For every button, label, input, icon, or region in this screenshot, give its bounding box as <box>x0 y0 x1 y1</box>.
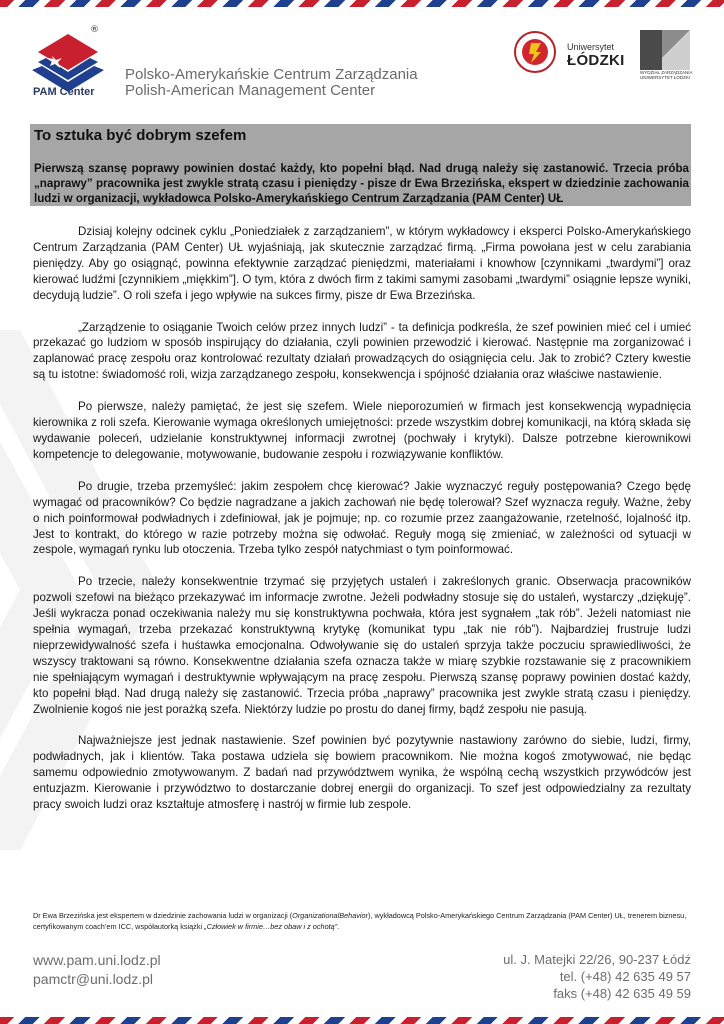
center-name-pl: Polsko-Amerykańskie Centrum Zarządzania <box>125 66 418 83</box>
faculty-caption: WYDZIAŁ ZARZĄDZANIA UNIWERSYTET ŁÓDZKI <box>640 70 693 80</box>
article-lead: Pierwszą szansę poprawy powinien dostać każdy, kto popełni błąd. Nad drugą należy się zastanowić. Trzecia próba „naprawy” pracownika jest zwykle stratą czasu i pieniędzy - pisze dr Ewa Brzezińska, ekspert w dziedzinie zachowania ludzi w organizacji, wykładowca Polsko-Amerykańskiego Centrum Zarządzania (PAM Center) UŁ <box>34 162 689 205</box>
airmail-stripe-top <box>0 0 724 7</box>
article-paragraph: Po drugie, trzeba przemyśleć: jakim zespołem chcę kierować? Jakie wyznaczyć reguły postępowania? Czego będę wymagać od pracowników? Co będzie nagradzane a jakich zachowań nie będę tolerował? Szef wyznacza reguły. Ważne, żeby o nich poinformował podwładnych i zdefiniował, jak je pojmuje; np. co rozumie przez zaangażowanie, rzetelność, lojalność itp. Jest to kontrakt, do którego w razie potrzeby można się odwołać. Reguły mogą się zmieniać, w zależności od sytuacji w zespole, wymagań rynku lub otoczenia. Trzeba tylko zespół natychmiast o tym poinformować. <box>33 479 691 557</box>
university-label-big: ŁÓDZKI <box>567 52 625 69</box>
phone-number: tel. (+48) 42 635 49 57 <box>559 969 691 984</box>
article-title-bar <box>30 124 691 206</box>
faculty-management-logo <box>640 30 690 70</box>
center-name-en: Polish-American Management Center <box>125 82 376 99</box>
postal-address: ul. J. Matejki 22/26, 90-237 Łódź <box>503 952 691 967</box>
pam-caption: PAM Center <box>33 86 95 98</box>
footnote-italic-term: OrganizationalBehavior <box>292 911 369 920</box>
website-link[interactable]: www.pam.uni.lodz.pl <box>33 952 161 968</box>
author-footnote <box>33 911 693 932</box>
footnote-book-title: „Człowiek w firmie…bez obaw i z ochotą” <box>204 921 338 931</box>
fax-number: faks (+48) 42 635 49 59 <box>553 986 691 1001</box>
airmail-stripe-bottom <box>0 1017 724 1024</box>
registered-mark: ® <box>90 25 99 35</box>
university-label-small: Uniwersytet <box>567 42 615 52</box>
footer-contact-right <box>503 951 691 1002</box>
article-paragraph: Dzisiaj kolejny odcinek cyklu „Poniedziałek z zarządzaniem”, w którym wykładowcy i eksperci Polsko-Amerykańskiego Centrum Zarządzania (PAM Center) UŁ wyjaśniają, jak skutecznie zarządzać firmą. „Firma powołana jest w celu zarabiania pieniędzy. Aby go osiągnąć, powinna efektywnie zarządzać pieniędzmi, materiałami i knowhow [czynnikami „twardymi”] oraz kierować ludźmi [czynnikiem „miękkim”]. O tym, która z dwóch firm z takimi samymi zasobami „twardymi” osiągnie lepsze wyniki, decydują ludzie”. O roli szefa i jego wpływie na sukces firmy, pisze dr Ewa Brzezińska. <box>33 225 691 302</box>
article-title: To sztuka być dobrym szefem <box>34 127 247 144</box>
article-paragraph: Po pierwsze, należy pamiętać, że jest się szefem. Wiele nieporozumień w firmach jest konsekwencją wypadnięcia kierownika z roli szefa. Kierowanie wymaga określonych umiejętności: przede wszystkim dobrej komunikacji, na którą składa się wydawanie poleceń, udzielanie konstruktywnej informacji zwrotnej (pochwały i krytyki). Dalsze potrzebne kierownikowi kompetencje to delegowanie, motywowanie, budowanie zespołu i rozwiązywanie konfliktów. <box>33 400 691 461</box>
center-name <box>125 67 418 99</box>
article-paragraph: Najważniejsze jest jednak nastawienie. Szef powinien być pozytywnie nastawiony zarówno do siebie, ludzi, firmy, podwładnych, jak i klientów. Taka postawa udziela się bowiem pracownikom. Nie można kogoś zmotywować, nie będąc samemu odpowiednio zmotywowanym. Z badań nad przywództwem wynika, że wspólną cechą wszystkich przywódców jest entuzjazm. Kierowanie i przywództwo to dostarczanie dobrej energii do organizacji. To szef jest odpowiedzialny za rezultaty pracy swoich ludzi oraz kształtuje atmosferę i nastrój w firmie lub zespole. <box>33 734 691 812</box>
article-paragraph: „Zarządzenie to osiąganie Twoich celów przez innych ludzi” - ta definicja podkreśla, że szef powinien mieć cel i umieć przekazać go ludziom w sposób inspirujący do działania, czyli powinien przewodzić i kierować. Następnie ma zorganizować i zaplanować pracę zespołu oraz kontrolować rezultaty działań prowadzących do osiągnięcia celu. Jak to zrobić? Cztery kwestie są tu istotne: świadomość roli, wizja zarządzanego zespołu, konsekwencja i spójność działania oraz właściwe nastawienie. <box>33 320 691 382</box>
email-link[interactable]: pamctr@uni.lodz.pl <box>33 971 154 987</box>
footnote-text: ), wykładowcą Polsko-Amerykańskiego Centrum Zarządzania (PAM Center) UŁ, trenerem biznesu, certyfikowanym coach’em ICC, współautorką książki <box>33 911 687 931</box>
footer-contact-left <box>33 951 161 989</box>
footnote-text: Dr Ewa Brzezińska jest ekspertem w dziedzinie zachowania ludzi w organizacji ( <box>33 911 293 920</box>
article-body <box>33 224 691 829</box>
article-paragraph: Po trzecie, należy konsekwentnie trzymać się przyjętych ustaleń i zakreślonych granic. Obserwacja pracowników pozwoli szefowi na bieżąco przekazywać im informacje zwrotne. Jeżeli podwładny stosuje się do ustaleń, wystarczy „dziękuję”. Jeśli wykracza ponad oczekiwania należy mu się konstruktywna pochwała, która jest sygnałem „tak rób”. Jeżeli natomiast nie spełnia wymagań, trzeba przekazać konstruktywną krytykę (komunikat typu „tak nie rób”). Najbardziej frustruje ludzi nieprzewidywalność szefa i huśtawka emocjonalna. Odwoływanie się do ustaleń sprzyja także poczuciu sprawiedliwości, że wszyscy traktowani są równo. Konsekwentne działania szefa oznacza także w miarę szybkie rozstawanie się z pracownikiem nie spełniającym wymagań i destruktywnie wpływającym na pracę zespołu. Pierwszą szansę poprawy powinien dostać każdy, kto popełni błąd. Nad drugą należy się zastanowić. Trzecia próba „naprawy” pracownika jest zwykle stratą czasu i pieniędzy. Zwolnienie kogoś nie jest porażką szefa. Niektórzy ludzie po prostu do danej firmy, bądź zespołu nie pasują. <box>33 575 691 716</box>
footnote-text: . <box>337 921 340 931</box>
